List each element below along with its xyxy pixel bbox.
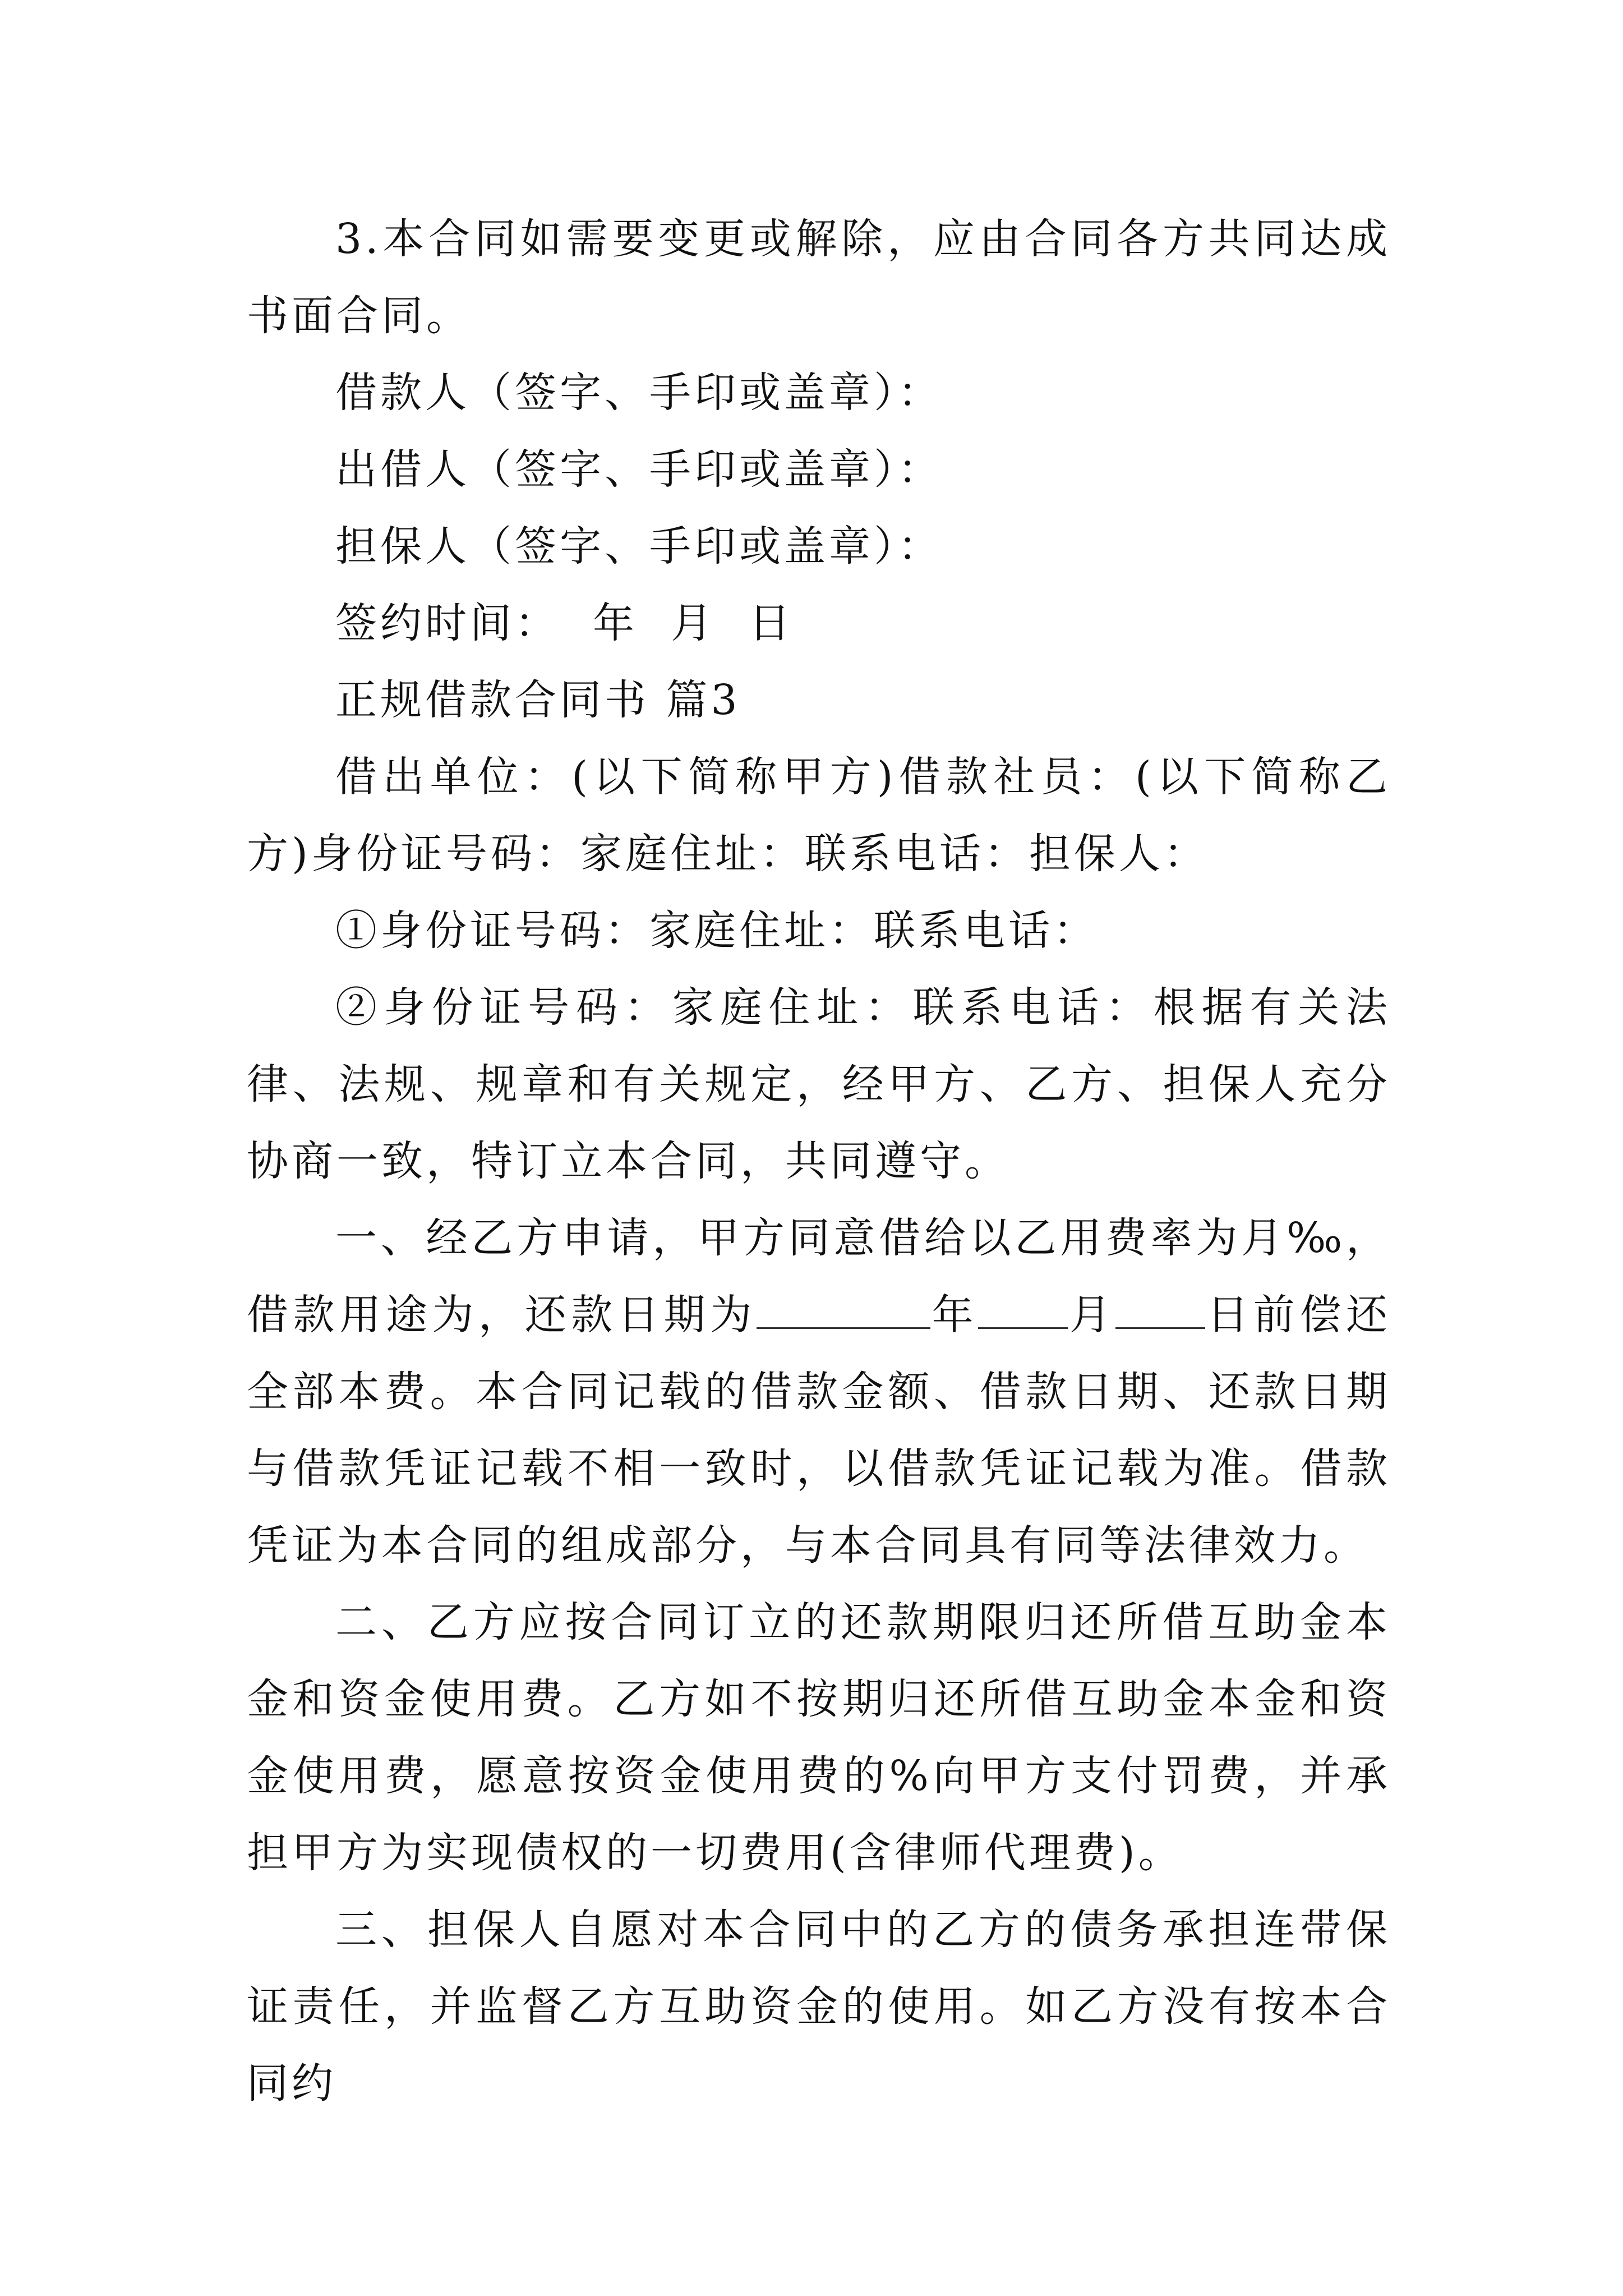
section-heading: 正规借款合同书 篇3 [335,676,741,724]
guarantor-one-info: ①身份证号码：家庭住址：联系电话： [335,907,1098,955]
clause-one-part2: 日前偿还全部本费。本合同记载的借款金额、借款日期、还款日期与借款凭证记载不相一致时，以借款凭证记载为准。借款凭证为本合同的组成部分，与本合同具有同等法律效力。 [247,1291,1391,1570]
guarantor-two-info: ②身份证号码：家庭住址：联系电话：根据有关法律、法规、规章和有关规定，经甲方、乙方、担保人充分协商一致，特订立本合同，共同遵守。 [247,983,1391,1185]
guarantor-signature-line: 担保人（签字、手印或盖章）： [335,522,943,570]
signing-date-line: 签约时间： 年 月 日 [335,599,794,647]
document-body [247,201,1391,2122]
year-label: 年 [930,1291,979,1339]
clause-amendment: 3.本合同如需要变更或解除，应由合同各方共同达成书面合同。 [247,215,1391,340]
clause-two: 二、乙方应按合同订立的还款期限归还所借互助金本金和资金使用费。乙方如不按期归还所借互助金本金和资金使用费，愿意按资金使用费的%向甲方支付罚费，并承担甲方为实现债权的一切费用(含律师代理费)。 [247,1598,1391,1877]
lender-signature-line: 出借人（签字、手印或盖章）： [335,445,943,494]
clause-three: 三、担保人自愿对本合同中的乙方的债务承担连带保证责任，并监督乙方互助资金的使用。如乙方没有按本合同约 [247,1906,1391,2108]
month-label: 月 [1068,1291,1116,1339]
clause-one [247,1200,1391,1584]
clause-one-part1: 一、经乙方申请，甲方同意借给以乙用费率为月‰，借款用途为，还款日期为 [247,1214,1391,1339]
year-blank [757,1292,930,1329]
borrower-signature-line: 借款人（签字、手印或盖章）： [335,369,943,417]
day-blank [1115,1292,1205,1329]
month-blank [978,1292,1068,1329]
parties-paragraph: 借出单位：(以下简称甲方)借款社员：(以下简称乙方)身份证号码：家庭住址：联系电话：担保人： [247,753,1391,878]
